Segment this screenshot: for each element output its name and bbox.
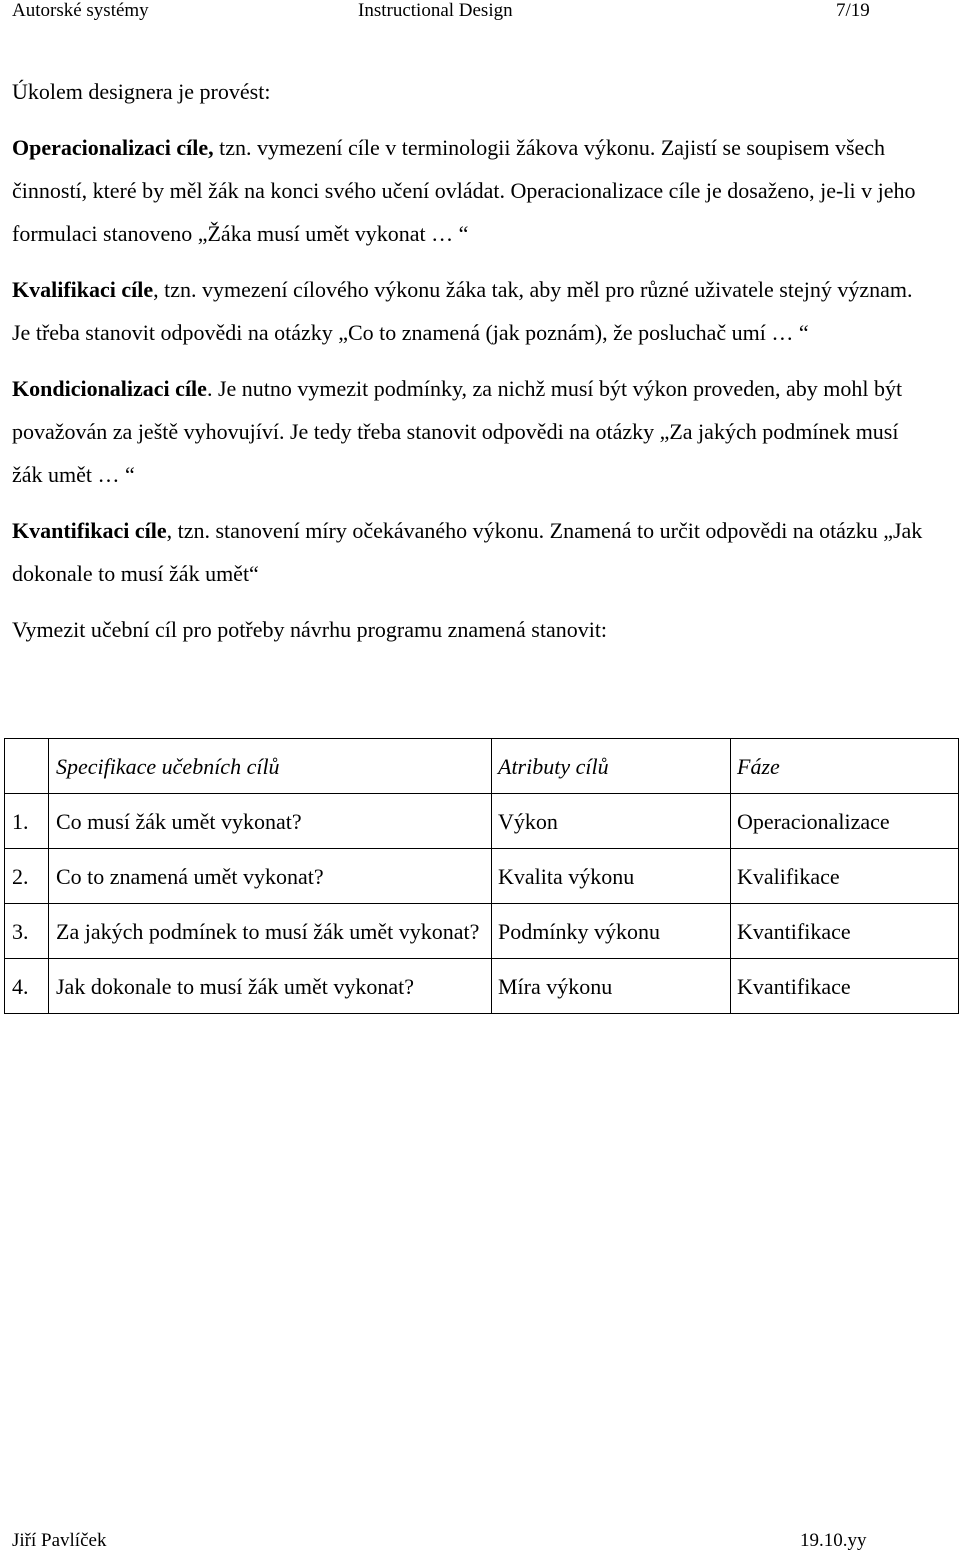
table-header-phase: Fáze xyxy=(731,739,959,794)
section-term: Kondicionalizaci cíle xyxy=(12,376,207,401)
objectives-table xyxy=(4,738,959,1014)
row-attr: Výkon xyxy=(492,794,731,849)
table-row xyxy=(5,959,959,1014)
section-text: , tzn. stanovení míry očekávaného výkonu. Znamená to určit odpovědi na otázku „Jak dokonale to musí žák umět“ xyxy=(12,518,923,586)
section-operacionalizace xyxy=(12,126,932,255)
row-num: 3. xyxy=(5,904,49,959)
table-header-spec: Specifikace učebních cílů xyxy=(49,739,492,794)
row-attr: Kvalita výkonu xyxy=(492,849,731,904)
row-phase: Kvalifikace xyxy=(731,849,959,904)
row-spec: Jak dokonale to musí žák umět vykonat? xyxy=(49,959,492,1014)
row-phase: Kvantifikace xyxy=(731,959,959,1014)
section-kondicionalizace xyxy=(12,367,932,496)
section-text: . Je nutno vymezit podmínky, za nichž musí být výkon proveden, aby mohl být považován za ještě vyhovujíví. Je tedy třeba stanovit odpovědi na otázky „Za jakých podmínek musí žák umět … “ xyxy=(12,376,903,487)
row-attr: Podmínky výkonu xyxy=(492,904,731,959)
row-num: 2. xyxy=(5,849,49,904)
footer-date: 19.10.yy xyxy=(800,1530,867,1551)
table-header-num xyxy=(5,739,49,794)
row-num: 4. xyxy=(5,959,49,1014)
section-term: Kvantifikaci cíle xyxy=(12,518,167,543)
section-text: , tzn. vymezení cílového výkonu žáka tak, aby měl pro různé uživatele stejný význam. Je třeba stanovit odpovědi na otázky „Co to znamená (jak poznám), že posluchač umí … “ xyxy=(12,277,913,345)
footer-author: Jiří Pavlíček xyxy=(12,1530,107,1551)
table-row xyxy=(5,849,959,904)
header-center: Instructional Design xyxy=(358,0,513,21)
table-header-attr: Atributy cílů xyxy=(492,739,731,794)
header-left: Autorské systémy xyxy=(12,0,149,21)
table-row xyxy=(5,904,959,959)
row-spec: Za jakých podmínek to musí žák umět vykonat? xyxy=(49,904,492,959)
row-spec: Co to znamená umět vykonat? xyxy=(49,849,492,904)
document-body xyxy=(12,70,932,664)
row-spec: Co musí žák umět vykonat? xyxy=(49,794,492,849)
section-text: tzn. vymezení cíle v terminologii žákova výkonu. Zajistí se soupisem všech činností, které by měl žák na konci svého učení ovládat. Operacionalizace cíle je dosaženo, je-li v jeho formulaci stanoveno „Žáka musí umět vykonat … “ xyxy=(12,135,916,246)
section-term: Kvalifikaci cíle xyxy=(12,277,154,302)
section-kvalifikace xyxy=(12,268,932,354)
row-phase: Kvantifikace xyxy=(731,904,959,959)
row-attr: Míra výkonu xyxy=(492,959,731,1014)
row-phase: Operacionalizace xyxy=(731,794,959,849)
table-lead-text: Vymezit učební cíl pro potřeby návrhu programu znamená stanovit: xyxy=(12,617,608,642)
section-kvantifikace xyxy=(12,509,932,595)
table-header-row xyxy=(5,739,959,794)
section-term: Operacionalizaci cíle, xyxy=(12,135,214,160)
row-num: 1. xyxy=(5,794,49,849)
intro-text: Úkolem designera je provést: xyxy=(12,79,271,104)
page-number: 7/19 xyxy=(836,0,870,21)
table-row xyxy=(5,794,959,849)
